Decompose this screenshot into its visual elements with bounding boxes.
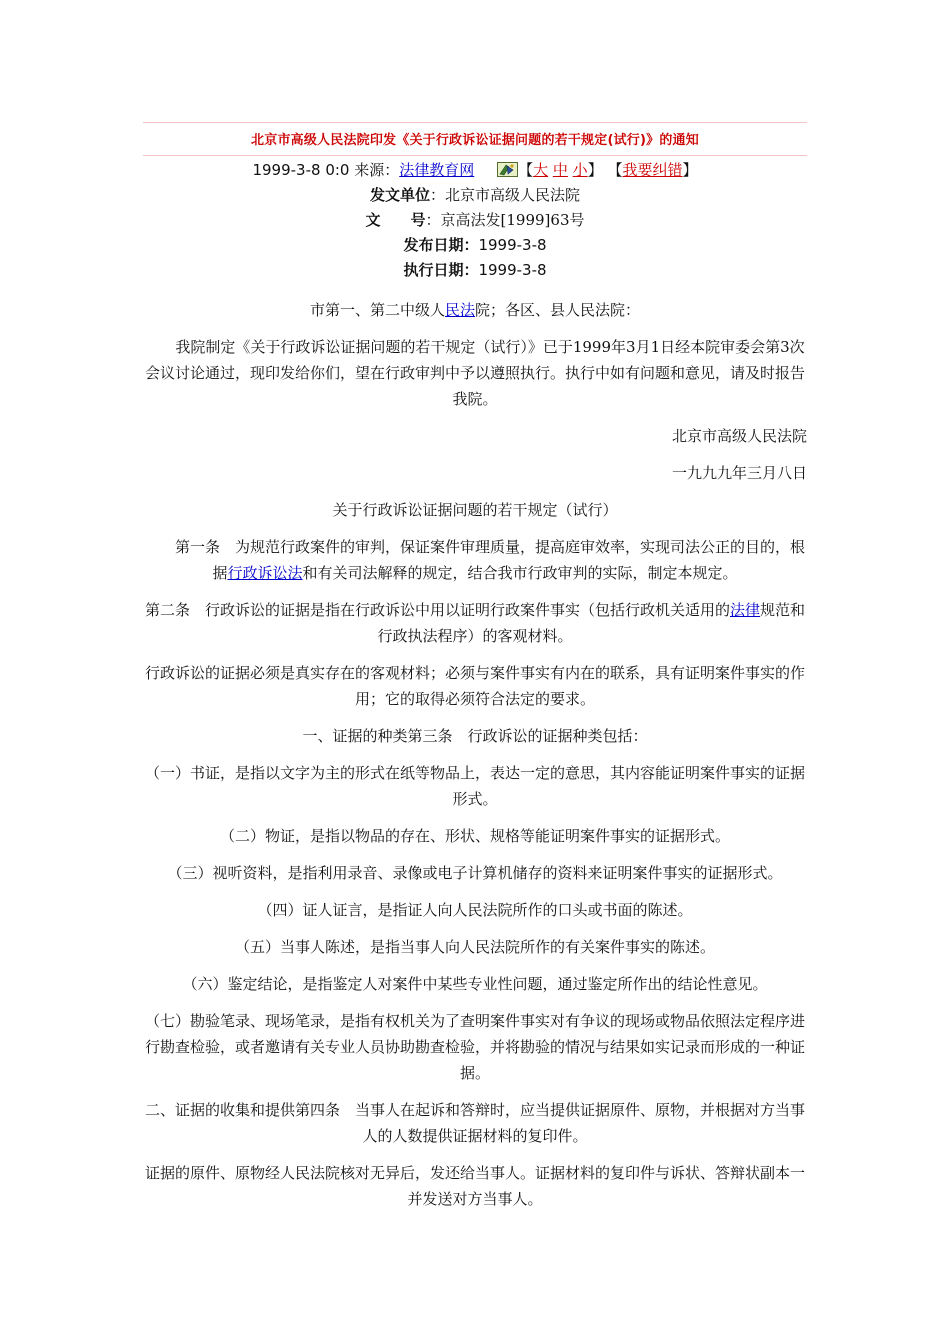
article-2-paragraph-2: 行政诉讼的证据必须是真实存在的客观材料；必须与案件事实有内在的联系，具有证明案件事实的作用；它的取得必须符合法定的要求。 [144,664,805,708]
list-item: （七）勘验笔录、现场笔录，是指有权机关为了查明案件事实对有争议的现场或物品依照法定程序进行勘查检验，或者邀请有关专业人员协助勘查检验，并将勘验的情况与结果如实记录而形成的一种证据。 [144,1012,805,1082]
doc-number-value: 京高法发[1999]63号 [440,211,585,229]
publish-date-label: 发布日期 [403,236,464,254]
meta-line [143,158,807,183]
font-medium-link[interactable]: 中 [552,161,568,179]
book-icon[interactable] [497,160,518,175]
section-2-article-4: 二、证据的收集和提供第四条 当事人在起诉和答辩时，应当提供证据原件、原物，并根据对方当事人的人数提供证据材料的复印件。 [144,1101,805,1145]
issuer-row: 发文单位：北京市高级人民法院 [369,186,581,204]
list-item: （三）视听资料，是指利用录音、录像或电子计算机储存的资料来证明案件事实的证据形式。 [167,864,783,882]
salutation: 市第一、第二中级人民法院；各区、县人民法院： [309,301,641,319]
list-item: （五）当事人陈述，是指当事人向人民法院所作的有关案件事实的陈述。 [234,938,715,956]
issuer-value: 北京市高级人民法院 [445,186,581,204]
administrative-litigation-law-link[interactable]: 行政诉讼法 [227,564,303,582]
publish-date-row: 发布日期：1999-3-8 [403,236,547,254]
article-4-paragraph-2: 证据的原件、原物经人民法院核对无异后，发还给当事人。证据材料的复印件与诉状、答辩状副本一并发送对方当事人。 [144,1164,805,1208]
article-body [143,297,807,1212]
publish-datetime: 1999-3-8 0:0 [252,161,350,179]
effective-date-value: 1999-3-8 [478,261,547,279]
effective-date-label: 执行日期 [403,261,464,279]
font-size-close: 】 [587,161,603,179]
article-1: 第一条 为规范行政案件的审判，保证案件审理质量，提高庭审效率，实现司法公正的目的，根据行政诉讼法和有关司法解释的规定，结合我市行政审判的实际，制定本规定。 [174,538,805,582]
page-title: 北京市高级人民法院印发《关于行政诉讼证据问题的若干规定(试行)》的通知 [251,133,699,148]
report-open: 【 [607,161,623,179]
source-label: 来源： [354,161,400,179]
effective-date-row: 执行日期：1999-3-8 [403,261,547,279]
article-page [143,122,807,1223]
report-error-link[interactable]: 我要纠错 [622,161,683,179]
list-item: （四）证人证言，是指证人向人民法院所作的口头或书面的陈述。 [257,901,693,919]
list-item: （一）书证，是指以文字为主的形式在纸等物品上，表达一定的意思，其内容能证明案件事实的证据形式。 [144,764,805,808]
doc-number-label: 文 号 [365,211,426,229]
list-item: （六）鉴定结论，是指鉴定人对案件中某些专业性问题，通过鉴定所作出的结论性意见。 [182,975,768,993]
law-link[interactable]: 法律 [729,601,760,619]
civil-law-link[interactable]: 民法 [444,301,475,319]
publish-date-value: 1999-3-8 [478,236,547,254]
article-2: 第二条 行政诉讼的证据是指在行政诉讼中用以证明行政案件事实（包括行政机关适用的法律规范和行政执法程序）的客观材料。 [144,601,806,645]
signature-date: 一九九九年三月八日 [671,464,807,482]
report-close: 】 [682,161,698,179]
doc-number-row: 文 号：京高法发[1999]63号 [365,211,585,229]
rules-title: 关于行政诉讼证据问题的若干规定（试行） [332,501,618,519]
notice-paragraph: 我院制定《关于行政诉讼证据问题的若干规定（试行）》已于1999年3月1日经本院审委会第3次会议讨论通过，现印发给你们，望在行政审判中予以遵照执行。执行中如有问题和意见，请及时报告我院。 [144,338,805,408]
source-link[interactable]: 法律教育网 [399,161,475,179]
section-1-article-3: 一、证据的种类第三条 行政诉讼的证据种类包括： [302,727,648,745]
list-item: （二）物证，是指以物品的存在、形状、规格等能证明案件事实的证据形式。 [219,827,730,845]
font-large-link[interactable]: 大 [533,161,549,179]
font-size-open: 【 [518,161,534,179]
signature-org: 北京市高级人民法院 [671,427,807,445]
font-small-link[interactable]: 小 [572,161,588,179]
issuer-label: 发文单位 [369,186,430,204]
title-bottom-rule [143,155,807,156]
